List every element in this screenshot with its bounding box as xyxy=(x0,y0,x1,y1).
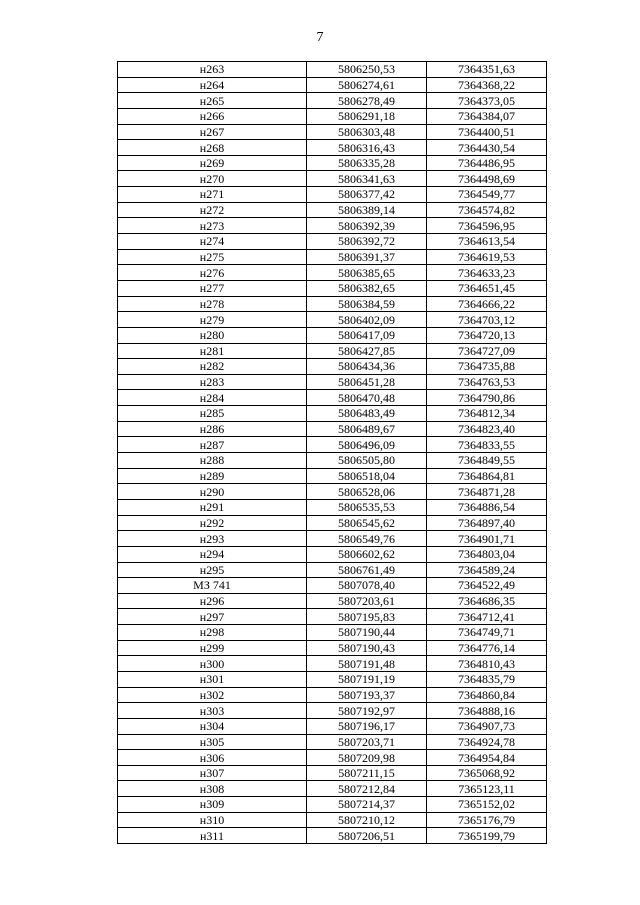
point-id-cell: н291 xyxy=(118,499,307,515)
y-coordinate-cell: 7364810,43 xyxy=(427,656,547,672)
point-id-cell: н264 xyxy=(118,77,307,93)
y-coordinate-cell: 7364686,35 xyxy=(427,593,547,609)
table-row xyxy=(118,734,547,750)
table-row xyxy=(118,812,547,828)
x-coordinate-cell: 5806341,63 xyxy=(307,171,427,187)
point-id-cell: н276 xyxy=(118,265,307,281)
point-id-cell: н297 xyxy=(118,609,307,625)
y-coordinate-cell: 7364749,71 xyxy=(427,625,547,641)
x-coordinate-cell: 5806391,37 xyxy=(307,249,427,265)
y-coordinate-cell: 7364833,55 xyxy=(427,437,547,453)
y-coordinate-cell: 7365152,02 xyxy=(427,797,547,813)
point-id-cell: н300 xyxy=(118,656,307,672)
x-coordinate-cell: 5806377,42 xyxy=(307,187,427,203)
table-row xyxy=(118,562,547,578)
y-coordinate-cell: 7364596,95 xyxy=(427,218,547,234)
point-id-cell: МЗ 741 xyxy=(118,578,307,594)
point-id-cell: н268 xyxy=(118,140,307,156)
point-id-cell: н271 xyxy=(118,187,307,203)
point-id-cell: н289 xyxy=(118,468,307,484)
table-row xyxy=(118,437,547,453)
x-coordinate-cell: 5806761,49 xyxy=(307,562,427,578)
point-id-cell: н307 xyxy=(118,765,307,781)
point-id-cell: н274 xyxy=(118,234,307,250)
x-coordinate-cell: 5806535,53 xyxy=(307,499,427,515)
table-row xyxy=(118,593,547,609)
x-coordinate-cell: 5807196,17 xyxy=(307,718,427,734)
x-coordinate-cell: 5807203,71 xyxy=(307,734,427,750)
table-row xyxy=(118,468,547,484)
y-coordinate-cell: 7364430,54 xyxy=(427,140,547,156)
point-id-cell: н299 xyxy=(118,640,307,656)
y-coordinate-cell: 7364924,78 xyxy=(427,734,547,750)
table-row xyxy=(118,453,547,469)
table-row xyxy=(118,640,547,656)
table-row xyxy=(118,531,547,547)
y-coordinate-cell: 7364812,34 xyxy=(427,406,547,422)
x-coordinate-cell: 5806483,49 xyxy=(307,406,427,422)
y-coordinate-cell: 7364776,14 xyxy=(427,640,547,656)
point-id-cell: н285 xyxy=(118,406,307,422)
y-coordinate-cell: 7364907,73 xyxy=(427,718,547,734)
point-id-cell: н277 xyxy=(118,280,307,296)
y-coordinate-cell: 7364763,53 xyxy=(427,374,547,390)
table-row xyxy=(118,750,547,766)
point-id-cell: н305 xyxy=(118,734,307,750)
y-coordinate-cell: 7364498,69 xyxy=(427,171,547,187)
x-coordinate-cell: 5806274,61 xyxy=(307,77,427,93)
y-coordinate-cell: 7364651,45 xyxy=(427,280,547,296)
point-id-cell: н296 xyxy=(118,593,307,609)
page-number: 7 xyxy=(316,30,324,45)
x-coordinate-cell: 5806602,62 xyxy=(307,546,427,562)
x-coordinate-cell: 5806392,72 xyxy=(307,234,427,250)
point-id-cell: н267 xyxy=(118,124,307,140)
table-row xyxy=(118,374,547,390)
table-row xyxy=(118,140,547,156)
y-coordinate-cell: 7364735,88 xyxy=(427,359,547,375)
x-coordinate-cell: 5806489,67 xyxy=(307,421,427,437)
table-row xyxy=(118,171,547,187)
y-coordinate-cell: 7364368,22 xyxy=(427,77,547,93)
y-coordinate-cell: 7365176,79 xyxy=(427,812,547,828)
y-coordinate-cell: 7364823,40 xyxy=(427,421,547,437)
y-coordinate-cell: 7364589,24 xyxy=(427,562,547,578)
x-coordinate-cell: 5806291,18 xyxy=(307,108,427,124)
x-coordinate-cell: 5806470,48 xyxy=(307,390,427,406)
table-row xyxy=(118,202,547,218)
point-id-cell: н272 xyxy=(118,202,307,218)
table-row xyxy=(118,327,547,343)
point-id-cell: н310 xyxy=(118,812,307,828)
point-id-cell: н284 xyxy=(118,390,307,406)
table-row xyxy=(118,359,547,375)
point-id-cell: н278 xyxy=(118,296,307,312)
point-id-cell: н269 xyxy=(118,155,307,171)
x-coordinate-cell: 5807190,43 xyxy=(307,640,427,656)
table-row xyxy=(118,280,547,296)
x-coordinate-cell: 5806250,53 xyxy=(307,62,427,78)
table-row xyxy=(118,515,547,531)
x-coordinate-cell: 5807209,98 xyxy=(307,750,427,766)
point-id-cell: н303 xyxy=(118,703,307,719)
table-row xyxy=(118,765,547,781)
point-id-cell: н311 xyxy=(118,828,307,844)
table-row xyxy=(118,406,547,422)
x-coordinate-cell: 5807191,48 xyxy=(307,656,427,672)
table-row xyxy=(118,265,547,281)
x-coordinate-cell: 5806316,43 xyxy=(307,140,427,156)
x-coordinate-cell: 5807192,97 xyxy=(307,703,427,719)
x-coordinate-cell: 5806545,62 xyxy=(307,515,427,531)
point-id-cell: н295 xyxy=(118,562,307,578)
x-coordinate-cell: 5807190,44 xyxy=(307,625,427,641)
table-row xyxy=(118,828,547,844)
table-row xyxy=(118,93,547,109)
coordinates-table xyxy=(117,61,547,844)
table-row xyxy=(118,499,547,515)
point-id-cell: н298 xyxy=(118,625,307,641)
point-id-cell: н266 xyxy=(118,108,307,124)
y-coordinate-cell: 7364574,82 xyxy=(427,202,547,218)
x-coordinate-cell: 5807212,84 xyxy=(307,781,427,797)
table-row xyxy=(118,656,547,672)
point-id-cell: н306 xyxy=(118,750,307,766)
y-coordinate-cell: 7364522,49 xyxy=(427,578,547,594)
point-id-cell: н281 xyxy=(118,343,307,359)
point-id-cell: н279 xyxy=(118,312,307,328)
table-row xyxy=(118,77,547,93)
y-coordinate-cell: 7364351,63 xyxy=(427,62,547,78)
table-row xyxy=(118,484,547,500)
x-coordinate-cell: 5806389,14 xyxy=(307,202,427,218)
x-coordinate-cell: 5807193,37 xyxy=(307,687,427,703)
y-coordinate-cell: 7364835,79 xyxy=(427,671,547,687)
table-row xyxy=(118,781,547,797)
y-coordinate-cell: 7364633,23 xyxy=(427,265,547,281)
table-row xyxy=(118,546,547,562)
point-id-cell: н302 xyxy=(118,687,307,703)
y-coordinate-cell: 7364803,04 xyxy=(427,546,547,562)
x-coordinate-cell: 5806451,28 xyxy=(307,374,427,390)
y-coordinate-cell: 7364901,71 xyxy=(427,531,547,547)
table-row xyxy=(118,124,547,140)
x-coordinate-cell: 5807206,51 xyxy=(307,828,427,844)
y-coordinate-cell: 7364954,84 xyxy=(427,750,547,766)
point-id-cell: н308 xyxy=(118,781,307,797)
x-coordinate-cell: 5807191,19 xyxy=(307,671,427,687)
x-coordinate-cell: 5806278,49 xyxy=(307,93,427,109)
y-coordinate-cell: 7364860,84 xyxy=(427,687,547,703)
point-id-cell: н293 xyxy=(118,531,307,547)
x-coordinate-cell: 5806303,48 xyxy=(307,124,427,140)
point-id-cell: н292 xyxy=(118,515,307,531)
y-coordinate-cell: 7364886,54 xyxy=(427,499,547,515)
point-id-cell: н288 xyxy=(118,453,307,469)
point-id-cell: н301 xyxy=(118,671,307,687)
point-id-cell: н294 xyxy=(118,546,307,562)
x-coordinate-cell: 5807195,83 xyxy=(307,609,427,625)
x-coordinate-cell: 5807210,12 xyxy=(307,812,427,828)
table-row xyxy=(118,718,547,734)
table-row xyxy=(118,421,547,437)
x-coordinate-cell: 5806385,65 xyxy=(307,265,427,281)
y-coordinate-cell: 7364400,51 xyxy=(427,124,547,140)
point-id-cell: н282 xyxy=(118,359,307,375)
table-row xyxy=(118,249,547,265)
y-coordinate-cell: 7364888,16 xyxy=(427,703,547,719)
x-coordinate-cell: 5806417,09 xyxy=(307,327,427,343)
table-row xyxy=(118,108,547,124)
y-coordinate-cell: 7364619,53 xyxy=(427,249,547,265)
point-id-cell: н290 xyxy=(118,484,307,500)
table-row xyxy=(118,187,547,203)
y-coordinate-cell: 7364849,55 xyxy=(427,453,547,469)
y-coordinate-cell: 7364384,07 xyxy=(427,108,547,124)
x-coordinate-cell: 5806505,80 xyxy=(307,453,427,469)
point-id-cell: н287 xyxy=(118,437,307,453)
y-coordinate-cell: 7364549,77 xyxy=(427,187,547,203)
y-coordinate-cell: 7364486,95 xyxy=(427,155,547,171)
y-coordinate-cell: 7364712,41 xyxy=(427,609,547,625)
y-coordinate-cell: 7364871,28 xyxy=(427,484,547,500)
x-coordinate-cell: 5806392,39 xyxy=(307,218,427,234)
table-row xyxy=(118,296,547,312)
table-row xyxy=(118,609,547,625)
y-coordinate-cell: 7364613,54 xyxy=(427,234,547,250)
table-row xyxy=(118,671,547,687)
table-row xyxy=(118,797,547,813)
x-coordinate-cell: 5806549,76 xyxy=(307,531,427,547)
table-row xyxy=(118,155,547,171)
x-coordinate-cell: 5807203,61 xyxy=(307,593,427,609)
x-coordinate-cell: 5806496,09 xyxy=(307,437,427,453)
x-coordinate-cell: 5806382,65 xyxy=(307,280,427,296)
y-coordinate-cell: 7365199,79 xyxy=(427,828,547,844)
x-coordinate-cell: 5806402,09 xyxy=(307,312,427,328)
x-coordinate-cell: 5806528,06 xyxy=(307,484,427,500)
table-row xyxy=(118,312,547,328)
y-coordinate-cell: 7364790,86 xyxy=(427,390,547,406)
x-coordinate-cell: 5807211,15 xyxy=(307,765,427,781)
x-coordinate-cell: 5806434,36 xyxy=(307,359,427,375)
point-id-cell: н309 xyxy=(118,797,307,813)
point-id-cell: н304 xyxy=(118,718,307,734)
x-coordinate-cell: 5806518,04 xyxy=(307,468,427,484)
point-id-cell: н280 xyxy=(118,327,307,343)
x-coordinate-cell: 5807214,37 xyxy=(307,797,427,813)
y-coordinate-cell: 7364720,13 xyxy=(427,327,547,343)
table-row xyxy=(118,703,547,719)
y-coordinate-cell: 7364727,09 xyxy=(427,343,547,359)
coordinates-table-body xyxy=(118,62,547,844)
table-row xyxy=(118,218,547,234)
point-id-cell: н286 xyxy=(118,421,307,437)
x-coordinate-cell: 5806427,85 xyxy=(307,343,427,359)
x-coordinate-cell: 5806335,28 xyxy=(307,155,427,171)
table-row xyxy=(118,687,547,703)
table-row xyxy=(118,343,547,359)
y-coordinate-cell: 7364666,22 xyxy=(427,296,547,312)
table-row xyxy=(118,234,547,250)
x-coordinate-cell: 5807078,40 xyxy=(307,578,427,594)
point-id-cell: н275 xyxy=(118,249,307,265)
table-row xyxy=(118,625,547,641)
y-coordinate-cell: 7365068,92 xyxy=(427,765,547,781)
y-coordinate-cell: 7364703,12 xyxy=(427,312,547,328)
point-id-cell: н283 xyxy=(118,374,307,390)
point-id-cell: н265 xyxy=(118,93,307,109)
x-coordinate-cell: 5806384,59 xyxy=(307,296,427,312)
table-row xyxy=(118,578,547,594)
point-id-cell: н263 xyxy=(118,62,307,78)
table-row xyxy=(118,62,547,78)
table-row xyxy=(118,390,547,406)
y-coordinate-cell: 7364864,81 xyxy=(427,468,547,484)
point-id-cell: н273 xyxy=(118,218,307,234)
point-id-cell: н270 xyxy=(118,171,307,187)
y-coordinate-cell: 7364373,05 xyxy=(427,93,547,109)
y-coordinate-cell: 7364897,40 xyxy=(427,515,547,531)
y-coordinate-cell: 7365123,11 xyxy=(427,781,547,797)
